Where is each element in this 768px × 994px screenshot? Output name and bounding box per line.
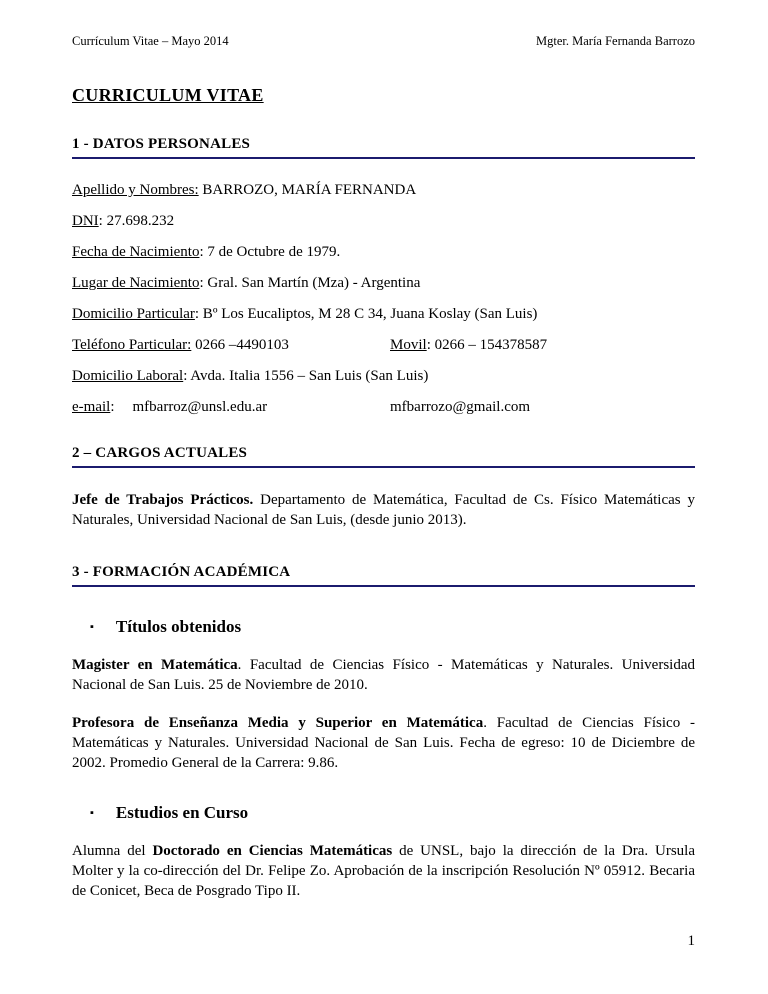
profesora-text: . Facultad de Ciencias Físico - Matemáticas y Naturales. Universidad Nacional de San Luis. Fecha de egreso: 10 de Diciembre de 2002. Promedio General de la Carrera: 9.86. [72, 715, 695, 771]
header-left-text: Currículum Vitae – Mayo 2014 [72, 34, 229, 48]
section-heading-datos-personales [72, 136, 695, 159]
cargos-paragraph [72, 490, 695, 530]
document-header [72, 34, 695, 49]
field-dni-value: : 27.698.232 [98, 213, 175, 229]
cargos-position-bold: Jefe de Trabajos Prácticos. [72, 492, 254, 508]
magister-text: . Facultad de Ciencias Físico - Matemáticas y Naturales. Universidad Nacional de San Luis. 25 de Noviembre de 2010. [72, 657, 695, 693]
doctorado-text-pre: Alumna del [72, 843, 153, 859]
field-movil [390, 337, 547, 353]
field-fecha-nacimiento-label: Fecha de Nacimiento [72, 244, 200, 260]
field-domicilio-laboral-label: Domicilio Laboral [72, 368, 184, 384]
field-email [72, 398, 695, 417]
field-lugar-nacimiento [72, 274, 695, 293]
field-email-label: e-mail [72, 399, 111, 415]
section-2-heading-text: 2 – CARGOS ACTUALES [72, 445, 248, 461]
field-domicilio-laboral [72, 367, 695, 386]
page-title: CURRICULUM VITAE [72, 85, 264, 105]
email-address-gmail: mfbarrozo@gmail.com [390, 399, 531, 415]
subsection-estudios-en-curso [90, 803, 695, 823]
email-address-unsl: mfbarroz@unsl.edu.ar [132, 399, 268, 415]
field-telefono [72, 336, 390, 355]
square-bullet-icon: ▪ [90, 807, 94, 819]
field-dni-label: DNI [72, 213, 99, 229]
magister-title-bold: Magister en Matemática [72, 657, 238, 673]
field-apellido-nombres [72, 181, 695, 200]
square-bullet-icon: ▪ [90, 621, 94, 633]
field-telefono-value: 0266 –4490103 [191, 337, 289, 353]
field-apellido-value: BARROZO, MARÍA FERNANDA [198, 182, 417, 198]
field-dni [72, 212, 695, 231]
field-movil-value: : 0266 – 154378587 [426, 337, 548, 353]
field-movil-label: Movil [390, 337, 427, 353]
field-domicilio-particular [72, 305, 695, 324]
page-number: 1 [687, 933, 695, 949]
field-lugar-nacimiento-label: Lugar de Nacimiento [72, 275, 200, 291]
field-fecha-nacimiento [72, 243, 695, 262]
field-email-colon: : [110, 399, 115, 415]
field-lugar-nacimiento-value: : Gral. San Martín (Mza) - Argentina [199, 275, 421, 291]
doctorado-paragraph [72, 841, 695, 901]
magister-paragraph [72, 655, 695, 695]
field-fecha-nacimiento-value: : 7 de Octubre de 1979. [199, 244, 341, 260]
field-telefono-label: Teléfono Particular: [72, 337, 192, 353]
field-telefono-movil [72, 336, 695, 355]
profesora-paragraph [72, 713, 695, 773]
subsection-titulos-obtenidos [90, 617, 695, 637]
field-domicilio-particular-value: : Bº Los Eucaliptos, M 28 C 34, Juana Koslay (San Luis) [194, 306, 538, 322]
field-email-primary [72, 398, 390, 417]
estudios-en-curso-heading: Estudios en Curso [115, 803, 249, 822]
doctorado-text: de UNSL, bajo la dirección de la Dra. Ursula Molter y la co-dirección del Dr. Felipe Zo. Aprobación de la inscripción Resolución Nº 05912. Becaria de Conicet, Beca de Posgrado Tipo II. [72, 843, 695, 899]
cargos-position-text: Departamento de Matemática, Facultad de Cs. Físico Matemáticas y Naturales, Universidad Nacional de San Luis, (desde junio 2013). [72, 492, 696, 528]
section-1-heading-text: 1 - DATOS PERSONALES [72, 136, 251, 152]
profesora-title-bold: Profesora de Enseñanza Media y Superior en Matemática [72, 715, 484, 731]
section-heading-formacion-academica [72, 564, 695, 587]
field-apellido-label: Apellido y Nombres: [72, 182, 199, 198]
field-domicilio-particular-label: Domicilio Particular [72, 306, 195, 322]
header-right-text: Mgter. María Fernanda Barrozo [536, 34, 695, 48]
field-domicilio-laboral-value: : Avda. Italia 1556 – San Luis (San Luis) [183, 368, 429, 384]
titulos-obtenidos-heading: Títulos obtenidos [115, 617, 242, 636]
section-heading-cargos-actuales [72, 445, 695, 468]
doctorado-title-bold: Doctorado en Ciencias Matemáticas [152, 843, 393, 859]
section-3-heading-text: 3 - FORMACIÓN ACADÉMICA [72, 564, 291, 580]
